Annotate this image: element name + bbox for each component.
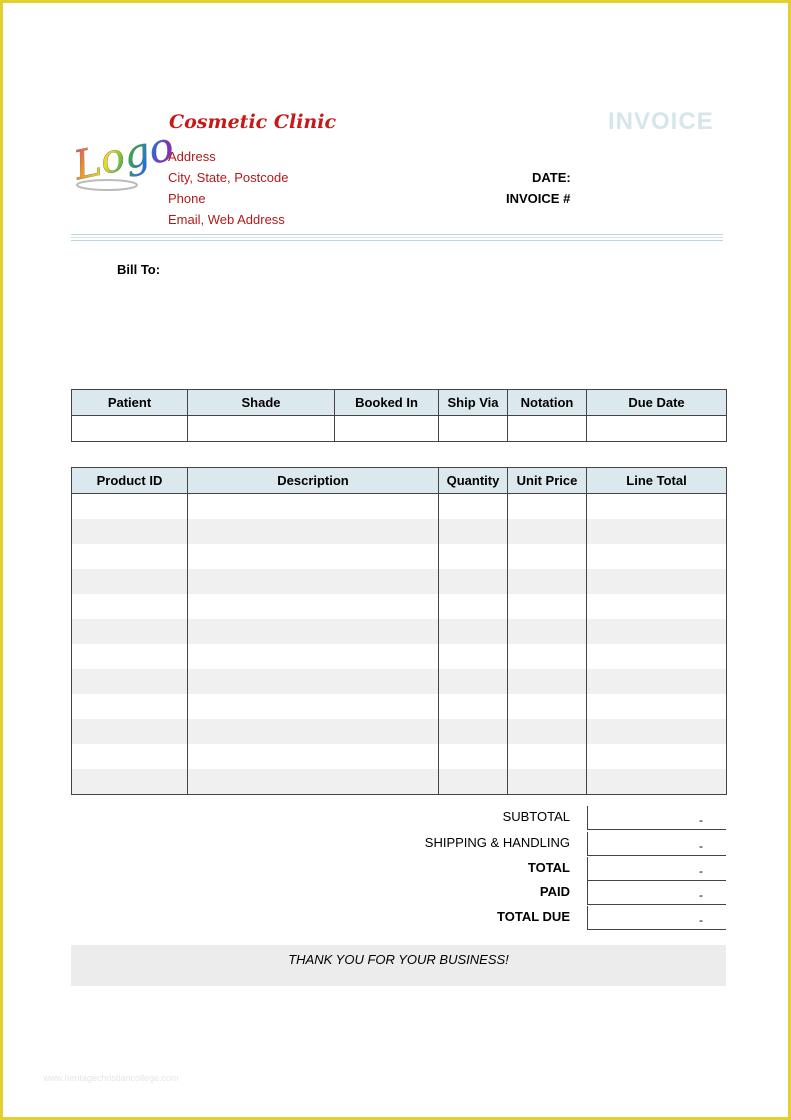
patient-info-table — [71, 389, 727, 442]
unit-price-cell[interactable] — [508, 744, 587, 769]
unit-price-cell[interactable] — [508, 544, 587, 569]
quantity-cell[interactable] — [439, 619, 508, 644]
total-value: - — [699, 813, 703, 827]
table-row — [72, 494, 727, 520]
invoice-title: INVOICE — [608, 108, 714, 135]
total-value-box[interactable] — [587, 806, 726, 830]
header-product-id: Product ID — [72, 468, 188, 494]
table-row — [72, 694, 727, 719]
line-items-table — [71, 467, 727, 795]
line-total-cell[interactable] — [587, 719, 727, 744]
table-row — [72, 519, 727, 544]
line-total-cell[interactable] — [587, 769, 727, 795]
quantity-cell[interactable] — [439, 669, 508, 694]
quantity-cell[interactable] — [439, 569, 508, 594]
description-cell[interactable] — [188, 544, 439, 569]
description-cell[interactable] — [188, 594, 439, 619]
booked-in-cell[interactable] — [335, 416, 439, 442]
patient-cell[interactable] — [72, 416, 188, 442]
logo-text: Logo — [70, 123, 178, 190]
company-email-line: Email, Web Address — [168, 212, 285, 227]
line-total-cell[interactable] — [587, 494, 727, 520]
line-total-cell[interactable] — [587, 694, 727, 719]
unit-price-cell[interactable] — [508, 619, 587, 644]
product-id-cell[interactable] — [72, 694, 188, 719]
header-notation: Notation — [508, 390, 587, 416]
description-cell[interactable] — [188, 644, 439, 669]
description-cell[interactable] — [188, 769, 439, 795]
unit-price-cell[interactable] — [508, 694, 587, 719]
line-total-cell[interactable] — [587, 669, 727, 694]
line-total-cell[interactable] — [587, 644, 727, 669]
shade-cell[interactable] — [188, 416, 335, 442]
line-total-cell[interactable] — [587, 569, 727, 594]
table-row — [72, 644, 727, 669]
table-row — [72, 619, 727, 644]
table-row — [72, 719, 727, 744]
header-line-total: Line Total — [587, 468, 727, 494]
header-shade: Shade — [188, 390, 335, 416]
thank-you-banner: THANK YOU FOR YOUR BUSINESS! — [71, 945, 726, 986]
description-cell[interactable] — [188, 569, 439, 594]
quantity-cell[interactable] — [439, 494, 508, 520]
total-value: - — [699, 864, 703, 878]
unit-price-cell[interactable] — [508, 669, 587, 694]
description-cell[interactable] — [188, 669, 439, 694]
line-items-body — [72, 494, 727, 795]
product-id-cell[interactable] — [72, 644, 188, 669]
header-ship-via: Ship Via — [439, 390, 508, 416]
due-date-cell[interactable] — [587, 416, 727, 442]
notation-cell[interactable] — [508, 416, 587, 442]
total-label: TOTAL — [527, 860, 570, 875]
line-total-cell[interactable] — [587, 544, 727, 569]
header-unit-price: Unit Price — [508, 468, 587, 494]
product-id-cell[interactable] — [72, 619, 188, 644]
invoice-number-label: INVOICE # — [506, 191, 571, 206]
quantity-cell[interactable] — [439, 519, 508, 544]
description-cell[interactable] — [188, 519, 439, 544]
company-logo — [69, 115, 178, 195]
product-id-cell[interactable] — [72, 594, 188, 619]
product-id-cell[interactable] — [72, 769, 188, 795]
line-total-cell[interactable] — [587, 744, 727, 769]
unit-price-cell[interactable] — [508, 769, 587, 795]
total-label: SHIPPING & HANDLING — [424, 835, 570, 850]
unit-price-cell[interactable] — [508, 569, 587, 594]
product-id-cell[interactable] — [72, 669, 188, 694]
table-row — [72, 669, 727, 694]
header-divider — [71, 240, 723, 241]
quantity-cell[interactable] — [439, 594, 508, 619]
description-cell[interactable] — [188, 694, 439, 719]
product-id-cell[interactable] — [72, 494, 188, 520]
total-label: TOTAL DUE — [497, 909, 570, 924]
watermark-text: www.heritagechristiancollege.com — [43, 1073, 179, 1083]
quantity-cell[interactable] — [439, 694, 508, 719]
total-value: - — [699, 888, 703, 902]
description-cell[interactable] — [188, 619, 439, 644]
header-quantity: Quantity — [439, 468, 508, 494]
unit-price-cell[interactable] — [508, 644, 587, 669]
total-value-box[interactable] — [587, 906, 726, 930]
header-divider — [71, 234, 723, 235]
total-value-box[interactable] — [587, 857, 726, 881]
table-row — [72, 544, 727, 569]
description-cell[interactable] — [188, 719, 439, 744]
total-value: - — [699, 913, 703, 927]
company-name: Cosmetic Clinic — [169, 111, 337, 133]
table-row — [72, 594, 727, 619]
header-due-date: Due Date — [587, 390, 727, 416]
line-total-cell[interactable] — [587, 519, 727, 544]
line-total-cell[interactable] — [587, 619, 727, 644]
product-id-cell[interactable] — [72, 719, 188, 744]
header-patient: Patient — [72, 390, 188, 416]
quantity-cell[interactable] — [439, 719, 508, 744]
company-phone: Phone — [168, 191, 206, 206]
table-row — [72, 416, 727, 442]
unit-price-cell[interactable] — [508, 494, 587, 520]
total-value: - — [699, 839, 703, 853]
total-value-box[interactable] — [587, 881, 726, 905]
quantity-cell[interactable] — [439, 744, 508, 769]
description-cell[interactable] — [188, 744, 439, 769]
total-label: SUBTOTAL — [502, 809, 570, 824]
product-id-cell[interactable] — [72, 569, 188, 594]
header-description: Description — [188, 468, 439, 494]
unit-price-cell[interactable] — [508, 519, 587, 544]
table-row — [72, 744, 727, 769]
line-total-cell[interactable] — [587, 594, 727, 619]
total-label: PAID — [539, 884, 570, 899]
table-row — [72, 769, 727, 795]
ship-via-cell[interactable] — [439, 416, 508, 442]
unit-price-cell[interactable] — [508, 719, 587, 744]
header-divider — [71, 237, 723, 238]
product-id-cell[interactable] — [72, 544, 188, 569]
company-city-line: City, State, Postcode — [168, 170, 289, 185]
quantity-cell[interactable] — [439, 769, 508, 795]
unit-price-cell[interactable] — [508, 594, 587, 619]
company-address: Address — [168, 149, 216, 164]
date-label: DATE: — [532, 170, 571, 185]
description-cell[interactable] — [188, 494, 439, 520]
bill-to-label: Bill To: — [117, 262, 161, 277]
quantity-cell[interactable] — [439, 544, 508, 569]
table-row — [72, 569, 727, 594]
product-id-cell[interactable] — [72, 744, 188, 769]
total-value-box[interactable] — [587, 832, 726, 856]
header-booked-in: Booked In — [335, 390, 439, 416]
quantity-cell[interactable] — [439, 644, 508, 669]
product-id-cell[interactable] — [72, 519, 188, 544]
